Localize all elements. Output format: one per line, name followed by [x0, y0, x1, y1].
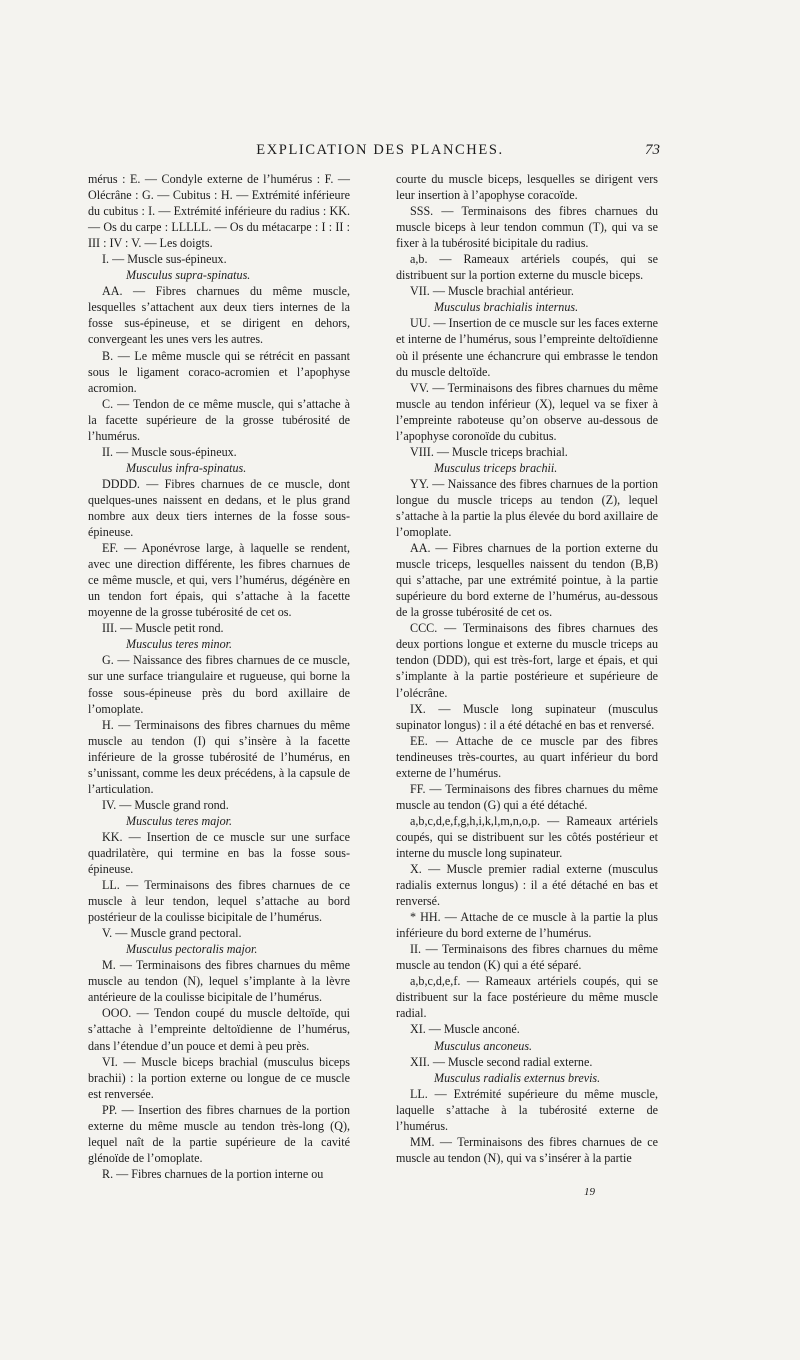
page-number: 73	[645, 142, 660, 158]
entry-paragraph: OOO. — Tendon coupé du muscle deltoïde, qui s’attache à l’empreinte deltoïdienne de l’humérus, dans l’étendue d’un pouce et demi à peu près.	[88, 1006, 350, 1053]
entry-paragraph: AA. — Fibres charnues du même muscle, lesquelles s’attachent aux deux tiers internes de la fosse sus-épineuse, et se dirigent en dehors, convergeant les unes vers les autres.	[88, 284, 350, 347]
entry-paragraph: X. — Muscle premier radial externe (musculus radialis externus longus) : il a été détaché en bas et renversé.	[396, 862, 658, 909]
entry-paragraph: MM. — Terminaisons des fibres charnues de ce muscle au tendon (N), qui va s’insérer à la partie	[396, 1134, 658, 1165]
right-column	[396, 171, 658, 1166]
latin-name: Musculus triceps brachii.	[434, 460, 558, 475]
entry-paragraph: VII. — Muscle brachial antérieur.	[410, 284, 574, 299]
entry-paragraph: B. — Le même muscle qui se rétrécit en passant sous le ligament coraco-acromien et l’apophyse acromion.	[88, 348, 350, 395]
latin-name: Musculus brachialis internus.	[434, 300, 579, 315]
latin-name: Musculus teres minor.	[126, 637, 233, 652]
entry-paragraph: I. — Muscle sus-épineux.	[102, 252, 227, 267]
latin-name: Musculus infra-spinatus.	[126, 460, 247, 475]
entry-paragraph: G. — Naissance des fibres charnues de ce muscle, sur une surface triangulaire et rugueuse, qui borne la fosse sous-épineuse près du bord axillaire de l’omoplate.	[88, 653, 350, 716]
entry-paragraph: FF. — Terminaisons des fibres charnues du même muscle au tendon (G) qui a été détaché.	[396, 781, 658, 812]
latin-name: Musculus teres major.	[126, 813, 233, 828]
entry-paragraph: * HH. — Attache de ce muscle à la partie la plus inférieure du bord externe de l’humérus.	[396, 910, 658, 941]
entry-paragraph: EE. — Attache de ce muscle par des fibres tendineuses très-courtes, au quart inférieur du bord externe de l’humérus.	[396, 733, 658, 780]
entry-paragraph: VI. — Muscle biceps brachial (musculus biceps brachii) : la portion externe ou longue de ce muscle est renversée.	[88, 1054, 350, 1101]
entry-paragraph: VIII. — Muscle triceps brachial.	[410, 444, 568, 459]
entry-paragraph: V. — Muscle grand pectoral.	[102, 926, 242, 941]
entry-paragraph: M. — Terminaisons des fibres charnues du même muscle au tendon (N), lequel s’implante à la lèvre antérieure de la coulisse bicipitale de l’humérus.	[88, 958, 350, 1005]
entry-paragraph: a,b,c,d,e,f,g,h,i,k,l,m,n,o,p. — Rameaux artériels coupés, qui se distribuent sur les côtés postérieur et interne du muscle long supinateur.	[396, 813, 658, 860]
entry-paragraph: SSS. — Terminaisons des fibres charnues du muscle biceps à leur tendon commun (T), qui va se fixer à la tubérosité bicipitale du radius.	[396, 204, 658, 251]
entry-paragraph: C. — Tendon de ce même muscle, qui s’attache à la facette supérieure de la grosse tubérosité de l’humérus.	[88, 396, 350, 443]
entry-paragraph: mérus : E. — Condyle externe de l’humérus : F. — Olécrâne : G. — Cubitus : H. — Extrémité inférieure du cubitus : I. — Extrémité inférieure du radius : KK. — Os du carpe : LLLLL. — Os du métacarpe : I : II : III : IV : V. — Les doigts.	[88, 172, 350, 251]
entry-paragraph: a,b. — Rameaux artériels coupés, qui se distribuent sur la portion externe du muscle biceps.	[396, 252, 658, 283]
entry-paragraph: R. — Fibres charnues de la portion interne ou	[102, 1166, 324, 1181]
entry-paragraph: II. — Muscle sous-épineux.	[102, 444, 237, 459]
entry-paragraph: IX. — Muscle long supinateur (musculus supinator longus) : il a été détaché en bas et renversé.	[396, 701, 658, 732]
entry-paragraph: CCC. — Terminaisons des fibres charnues des deux portions longue et externe du muscle triceps au tendon (DDD), qui est très-fort, large et épais, et qui s’implante à la partie postérieure et supérieure de l’olécrâne.	[396, 621, 658, 700]
entry-paragraph: EF. — Aponévrose large, à laquelle se rendent, avec une direction différente, les fibres charnues de ce même muscle, et qui, vers l’humérus, dégénère en un tendon fort épais, qui s’attache à la facette moyenne de la grosse tubérosité de cet os.	[88, 541, 350, 620]
latin-name: Musculus supra-spinatus.	[126, 268, 251, 283]
latin-name: Musculus pectoralis major.	[126, 942, 258, 957]
left-column	[88, 171, 350, 1182]
entry-paragraph: AA. — Fibres charnues de la portion externe du muscle triceps, lesquelles naissent du tendon (B,B) qui s’attache, par une extrémité pointue, à la partie supérieure du bord externe de l’humérus, au-dessous de la grosse tubérosité de cet os.	[396, 541, 658, 620]
entry-paragraph: LL. — Terminaisons des fibres charnues de ce muscle à leur tendon, lequel s’attache au bord postérieur de la coulisse bicipitale de l’humérus.	[88, 878, 350, 925]
entry-paragraph: VV. — Terminaisons des fibres charnues du même muscle au tendon inférieur (X), lequel va se fixer à l’empreinte raboteuse qu’on observe au-dessous de l’apophyse coronoïde du cubitus.	[396, 380, 658, 443]
entry-paragraph: IV. — Muscle grand rond.	[102, 797, 229, 812]
entry-paragraph: DDDD. — Fibres charnues de ce muscle, dont quelques-unes naissent en dedans, et le plus grand nombre aux deux tiers internes de la fosse sous-épineuse.	[88, 476, 350, 540]
entry-paragraph: courte du muscle biceps, lesquelles se dirigent vers leur insertion à l’apophyse coracoïde.	[396, 172, 658, 203]
entry-paragraph: a,b,c,d,e,f. — Rameaux artériels coupés, qui se distribuent sur la face postérieure du même muscle radial.	[396, 974, 658, 1021]
latin-name: Musculus radialis externus brevis.	[434, 1070, 601, 1085]
entry-paragraph: XII. — Muscle second radial externe.	[410, 1054, 593, 1069]
signature-mark: 19	[584, 1186, 595, 1198]
entry-paragraph: H. — Terminaisons des fibres charnues du même muscle au tendon (I) qui s’insère à la facette inférieure de la grosse tubérosité de l’humérus, en s’unissant, comme les deux précédens, à la capsule de l’articulation.	[88, 717, 350, 796]
entry-paragraph: PP. — Insertion des fibres charnues de la portion externe du même muscle au tendon très-long (Q), lequel naît de la partie supérieure de la cavité glénoïde de l’omoplate.	[88, 1102, 350, 1165]
running-header: EXPLICATION DES PLANCHES.	[256, 142, 504, 158]
entry-paragraph: LL. — Extrémité supérieure du même muscle, laquelle s’attache à la tubérosité externe de l’humérus.	[396, 1086, 658, 1133]
entry-paragraph: YY. — Naissance des fibres charnues de la portion longue du muscle triceps au tendon (Z), lequel s’attache à la partie la plus élevée du bord axillaire de l’omoplate.	[396, 476, 658, 540]
entry-paragraph: UU. — Insertion de ce muscle sur les faces externe et interne de l’humérus, sous l’empreinte deltoïdienne où il présente une échancrure qui embrasse le tendon du muscle deltoïde.	[396, 316, 658, 379]
entry-paragraph: KK. — Insertion de ce muscle sur une surface quadrilatère, qui termine en bas la fosse sous-épineuse.	[88, 829, 350, 877]
latin-name: Musculus anconeus.	[434, 1038, 533, 1053]
entry-paragraph: XI. — Muscle anconé.	[410, 1022, 520, 1037]
entry-paragraph: III. — Muscle petit rond.	[102, 621, 224, 636]
entry-paragraph: II. — Terminaisons des fibres charnues du même muscle au tendon (K) qui a été séparé.	[396, 942, 658, 973]
